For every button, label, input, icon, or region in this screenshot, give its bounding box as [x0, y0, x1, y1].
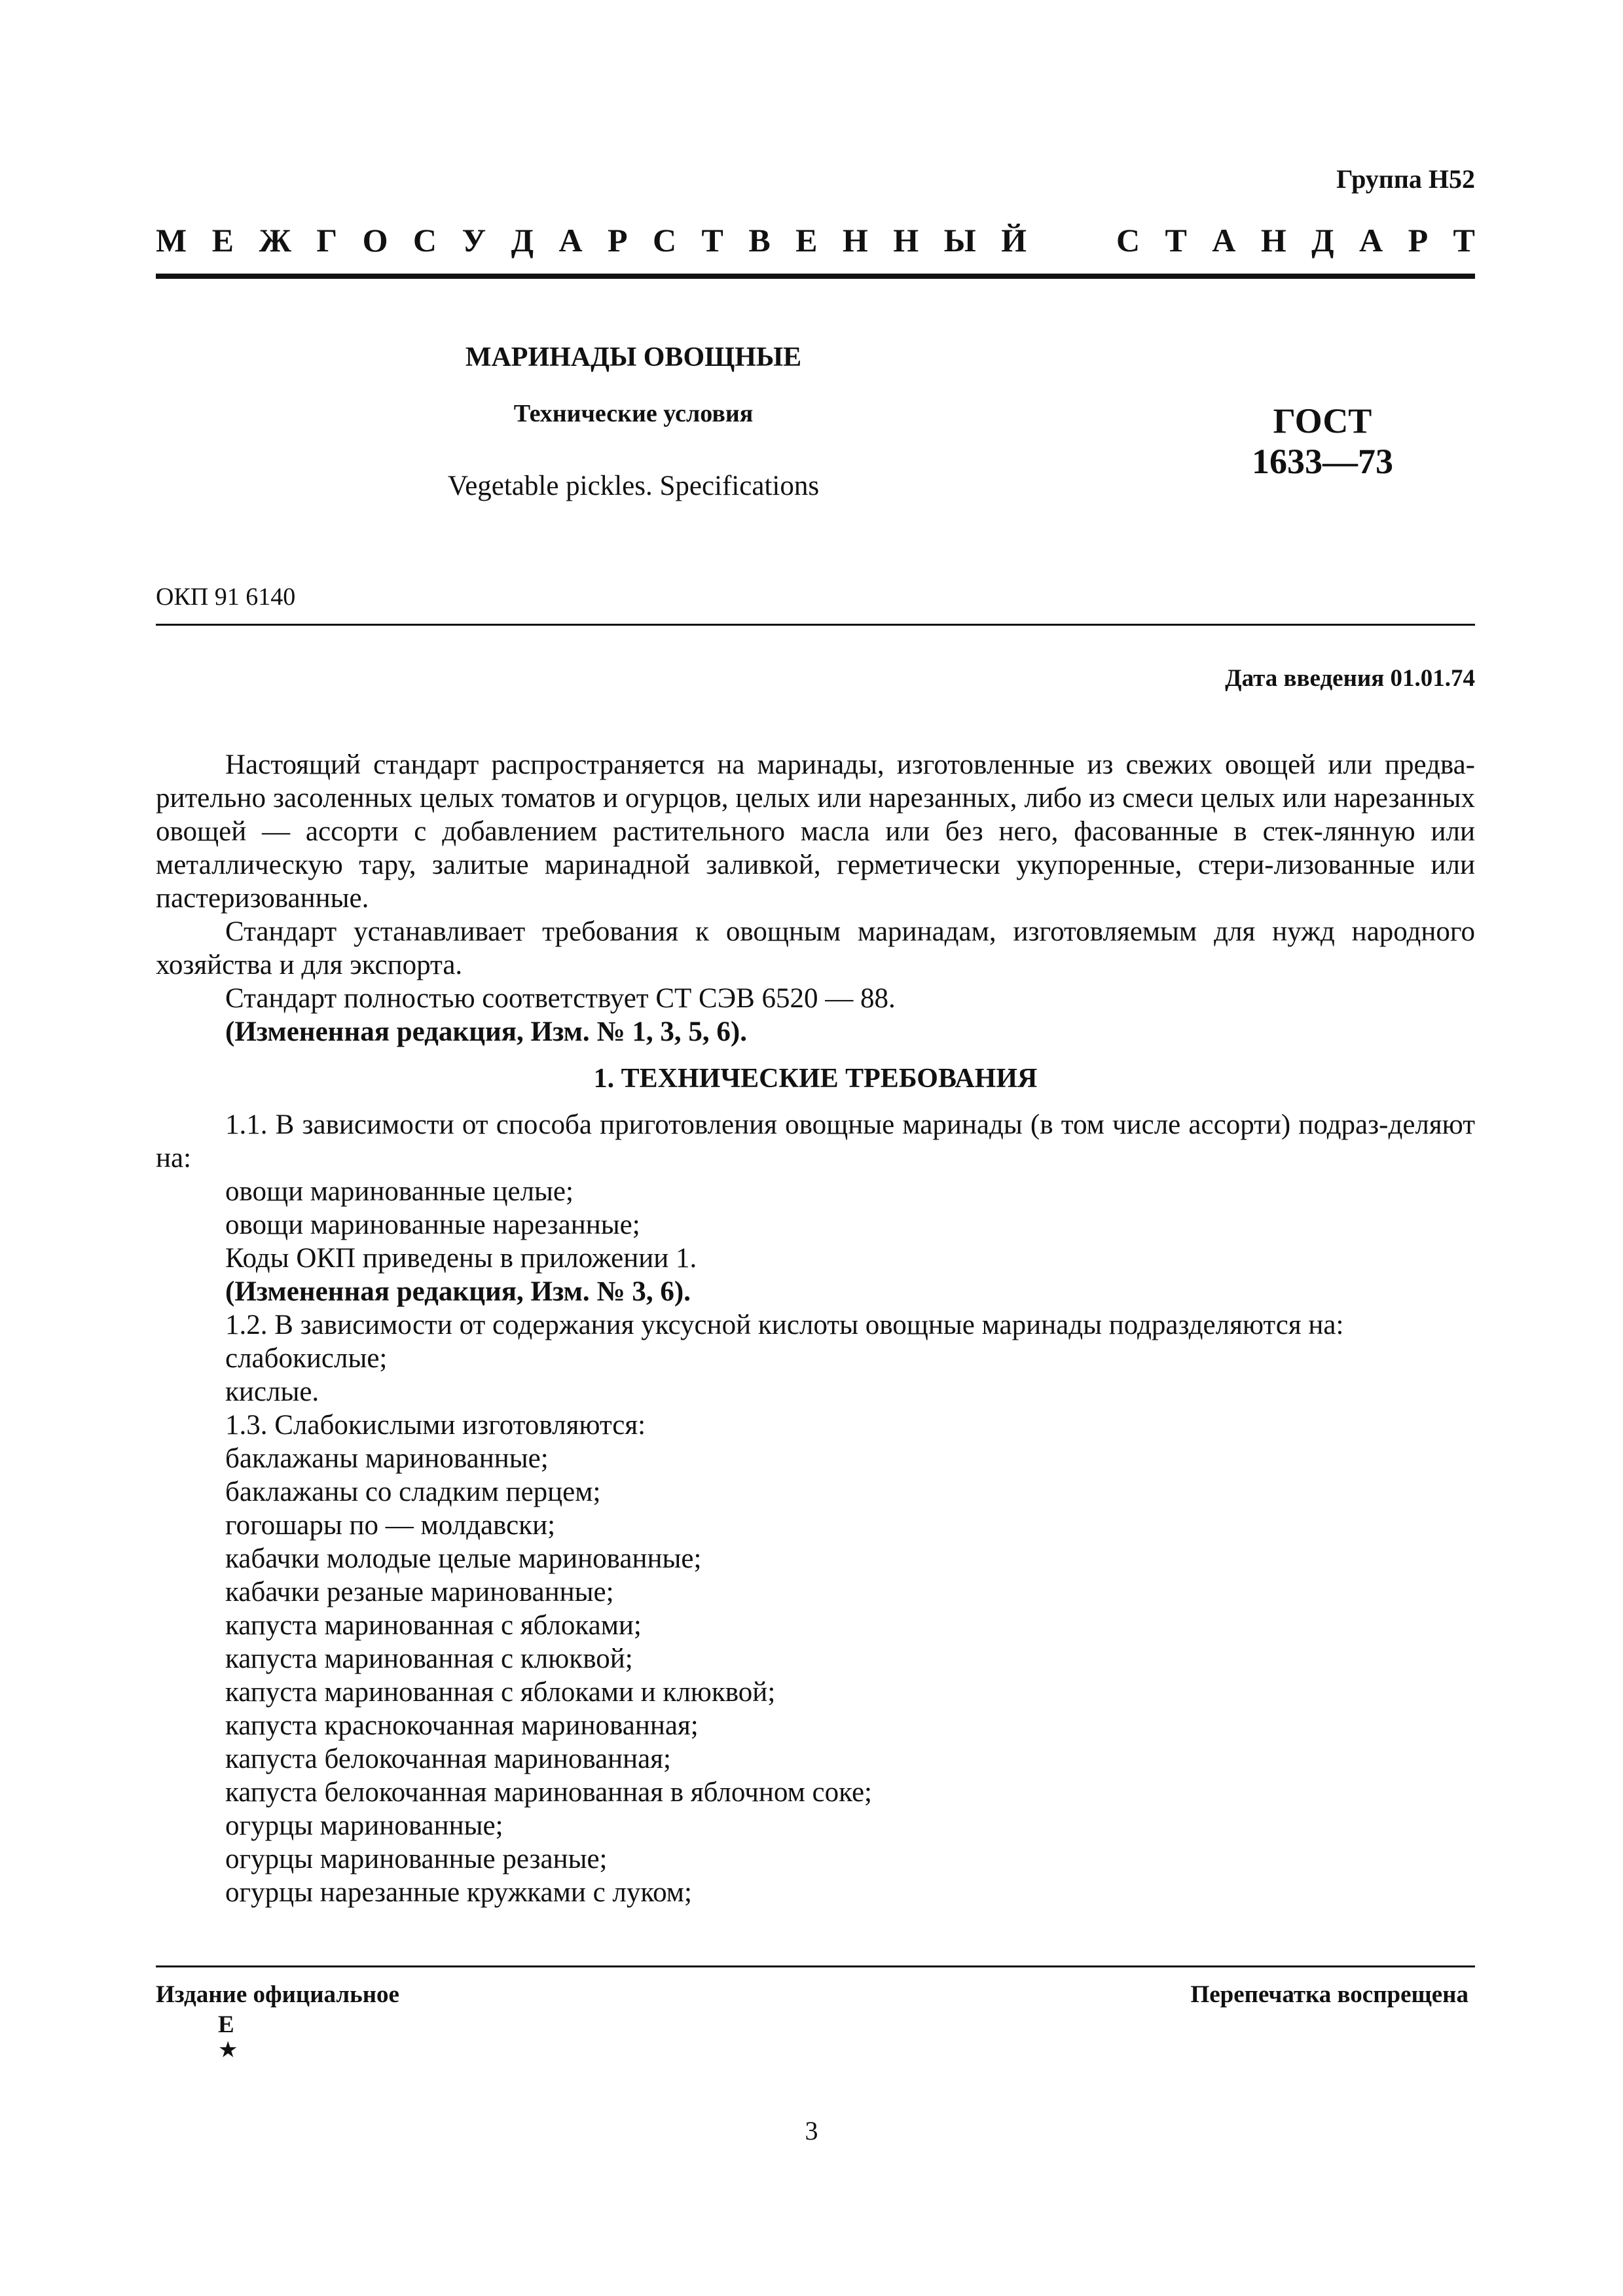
banner-letter: С — [1116, 222, 1140, 259]
page-number: 3 — [805, 2116, 818, 2145]
edition-mark: Е — [218, 2011, 234, 2038]
clause-1-1: 1.1. В зависимости от способа приготовления овощные маринады (в том числе ассорти) подраз-деляют на: — [156, 1109, 1475, 1174]
banner-letter: У — [462, 222, 486, 259]
banner-letter: В — [748, 222, 771, 259]
banner-letter: А — [558, 222, 583, 259]
official-edition-note: Издание официальное — [156, 1981, 399, 2008]
list-item: огурцы маринованные; — [225, 1810, 503, 1841]
group-code: Группа Н52 — [1336, 164, 1475, 194]
list-item: капуста белокочанная маринованная; — [225, 1744, 671, 1774]
banner-word-gap — [1052, 221, 1091, 259]
clause-1-3: 1.3. Слабокислыми изготовляются: — [225, 1410, 646, 1441]
list-item: кабачки резаные маринованные; — [225, 1577, 614, 1607]
banner-letter: Н — [893, 222, 919, 259]
list-item: кислые. — [225, 1376, 319, 1407]
list-item: слабокислые; — [225, 1343, 388, 1374]
banner-letter: С — [652, 222, 677, 259]
banner-letter: Д — [511, 222, 534, 259]
list-item: капуста маринованная с яблоками и клюквой; — [225, 1677, 776, 1708]
banner-letter: Г — [316, 222, 338, 259]
banner-letter: Е — [795, 222, 818, 259]
document-body — [156, 748, 1475, 1909]
banner-letter: Р — [608, 222, 628, 259]
banner-letter: С — [412, 222, 437, 259]
section-heading: 1. ТЕХНИЧЕСКИЕ ТРЕБОВАНИЯ — [593, 1064, 1038, 1094]
list-item: гогошары по — молдавски; — [225, 1510, 556, 1541]
list-item: баклажаны маринованные; — [225, 1443, 549, 1474]
document-title: МАРИНАДЫ ОВОЩНЫЕ — [465, 342, 802, 372]
list-item: овощи маринованные целые; — [225, 1176, 574, 1207]
gost-designation — [1192, 401, 1453, 482]
banner-letter: М — [156, 222, 187, 259]
banner-letter: Ж — [259, 222, 291, 259]
list-item: огурцы нарезанные кружками с луком; — [225, 1877, 692, 1908]
amendment-note: (Измененная редакция, Изм. № 3, 6). — [225, 1276, 691, 1307]
banner-letter: Й — [1001, 222, 1027, 259]
banner-letter: Т — [701, 222, 723, 259]
star-icon: ★ — [218, 2038, 238, 2062]
banner-letter: А — [1212, 222, 1236, 259]
document-subtitle: Технические условия — [513, 400, 754, 427]
banner-letter: А — [1359, 222, 1383, 259]
banner-letter: Д — [1311, 222, 1334, 259]
list-item: кабачки молодые целые маринованные; — [225, 1543, 702, 1574]
banner-letter: Т — [1165, 222, 1187, 259]
document-title-english: Vegetable pickles. Specifications — [447, 471, 820, 501]
gost-label: ГОСТ — [1273, 401, 1372, 440]
list-item: овощи маринованные нарезанные; — [225, 1210, 640, 1240]
interstate-standard-banner — [156, 221, 1475, 259]
intro-paragraph: Стандарт устанавливает требования к овощным маринадам, изготовляемым для нужд народного хозяйства и для экспорта. — [156, 916, 1475, 980]
header-rule — [156, 274, 1475, 279]
list-item: баклажаны со сладким перцем; — [225, 1477, 601, 1507]
banner-letter: Н — [1260, 222, 1286, 259]
banner-letter: Р — [1408, 222, 1429, 259]
okp-rule — [156, 624, 1475, 626]
banner-letter: Ы — [943, 222, 976, 259]
intro-paragraph: Стандарт полностью соответствует СТ СЭВ 6520 — 88. — [225, 983, 896, 1014]
clause-1-2: 1.2. В зависимости от содержания уксусной кислоты овощные маринады подразделяются на: — [225, 1310, 1344, 1340]
list-item: капуста белокочанная маринованная в яблочном соке; — [225, 1777, 872, 1808]
list-item: капуста краснокочанная маринованная; — [225, 1710, 699, 1741]
gost-number: 1633—73 — [1252, 442, 1393, 481]
list-item: огурцы маринованные резаные; — [225, 1844, 608, 1874]
list-item: капуста маринованная с клюквой; — [225, 1643, 633, 1674]
banner-letter: Н — [842, 222, 868, 259]
banner-letter: Т — [1453, 222, 1475, 259]
banner-letter: О — [362, 222, 388, 259]
amendment-note: (Измененная редакция, Изм. № 1, 3, 5, 6). — [225, 1016, 747, 1047]
introduction-date: Дата введения 01.01.74 — [1225, 665, 1475, 692]
banner-letter: Е — [211, 222, 234, 259]
list-item: капуста маринованная с яблоками; — [225, 1610, 642, 1641]
reprint-prohibited-note: Перепечатка воспрещена — [1190, 1981, 1468, 2008]
list-item: Коды ОКП приведены в приложении 1. — [225, 1243, 697, 1274]
intro-paragraph: Настоящий стандарт распространяется на маринады, изготовленные из свежих овощей или предва-рительно засоленных целых томатов и огурцов, целых или нарезанных, либо из смеси целых или нарезанных овощей — ассорти с добавлением растительного масла или без него, фасованные в стек-лянную или металлическую тару, залитые маринадной заливкой, герметически укупоренные, стери-лизованные или пастеризованные. — [156, 749, 1475, 914]
footer-rule — [156, 1965, 1475, 1967]
okp-code: ОКП 91 6140 — [156, 583, 296, 611]
